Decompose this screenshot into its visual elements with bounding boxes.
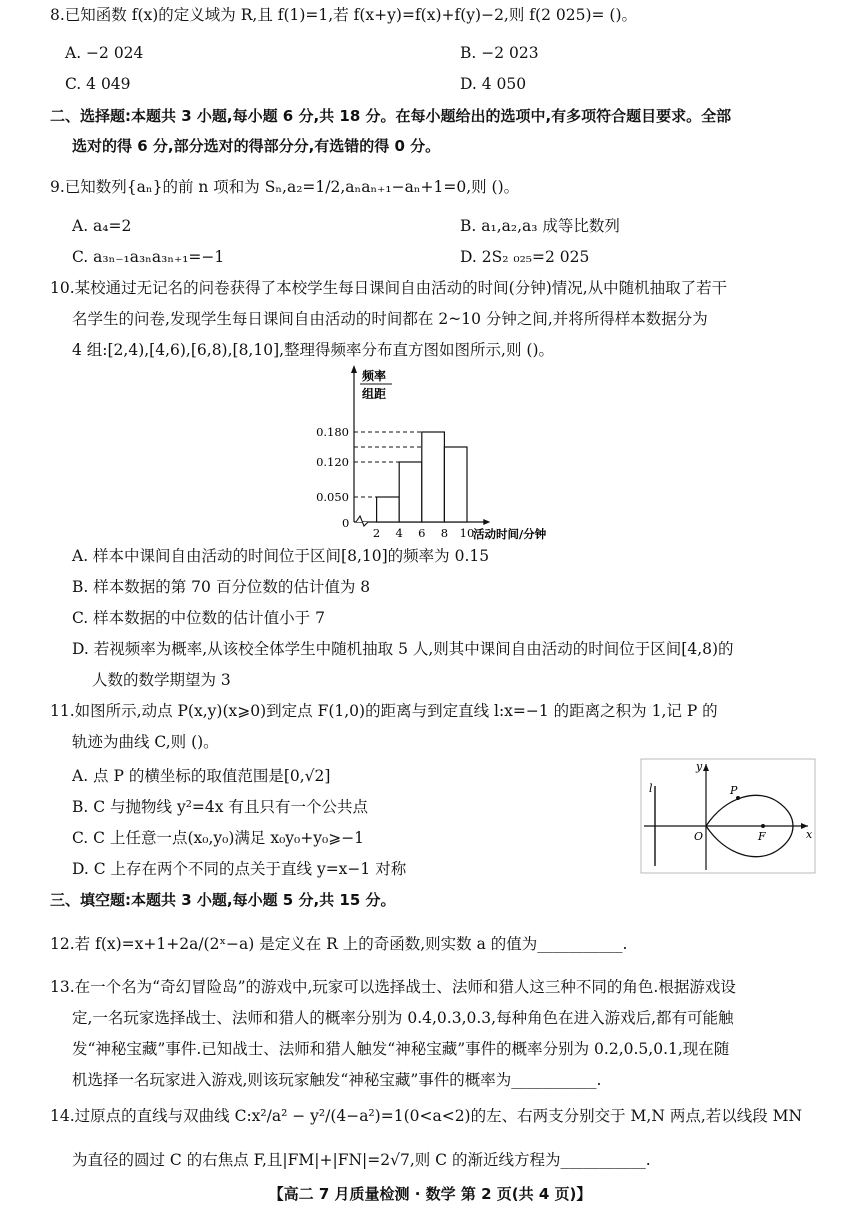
q10-option-d-line1: D. 若视频率为概率,从该校全体学生中随机抽取 5 人,则其中课间自由活动的时间位于区间[4,8)的 <box>72 640 734 658</box>
q11-option-b: B. C 与抛物线 y²=4x 有且只有一个公共点 <box>72 798 368 816</box>
y-axis-label-bottom: 组距 <box>362 387 387 401</box>
q12-stem: 12.若 f(x)=x+1+2a/(2ˣ−a) 是定义在 R 上的奇函数,则实数 a 的值为___________. <box>50 935 628 953</box>
fig-label-y: y <box>696 760 703 773</box>
q13-line3: 发“神秘宝藏”事件.已知战士、法师和猎人触发“神秘宝藏”事件的概率分别为 0.2,0.5,0.1,现在随 <box>72 1040 730 1058</box>
q13-line1: 13.在一个名为“奇幻冒险岛”的游戏中,玩家可以选择战士、法师和猎人这三种不同的角色.根据游戏设 <box>50 978 736 996</box>
q10-stem-line2: 名学生的问卷,发现学生每日课间自由活动的时间都在 2~10 分钟之间,并将所得样本数据分为 <box>72 310 708 328</box>
histogram-figure <box>292 362 572 544</box>
q8-option-b: B. −2 023 <box>460 44 539 62</box>
section2-heading-line2: 选对的得 6 分,部分选对的得部分分,有选错的得 0 分。 <box>72 137 441 155</box>
q9-option-d: D. 2S₂ ₀₂₅=2 025 <box>460 248 590 266</box>
q13-line4: 机选择一名玩家进入游戏,则该玩家触发“神秘宝藏”事件的概率为___________. <box>72 1071 602 1089</box>
q14-line1: 14.过原点的直线与双曲线 C:x²/a² − y²/(4−a²)=1(0<a<2)的左、右两支分别交于 M,N 两点,若以线段 MN <box>50 1107 803 1125</box>
q10-option-d-line2: 人数的数学期望为 3 <box>92 671 231 689</box>
y-tick-label: 0.180 <box>316 425 349 439</box>
q10-stem-line1: 10.某校通过无记名的问卷获得了本校学生每日课间自由活动的时间(分钟)情况,从中随机抽取了若干 <box>50 279 728 297</box>
figure-frame <box>641 759 815 873</box>
axis-break-mark <box>356 516 368 526</box>
y-axis-arrow <box>351 365 357 373</box>
x-tick-label: 6 <box>418 526 426 540</box>
histogram-bar <box>444 447 467 522</box>
x-tick-label: 10 <box>459 526 475 540</box>
curve-figure <box>640 758 816 878</box>
q13-line2: 定,一名玩家选择战士、法师和猎人的概率分别为 0.4,0.3,0.3,每种角色在进入游戏后,都有可能触 <box>72 1009 734 1027</box>
q11-option-a: A. 点 P 的横坐标的取值范围是[0,√2] <box>72 767 331 785</box>
q10-option-c: C. 样本数据的中位数的估计值小于 7 <box>72 609 325 627</box>
section3-heading: 三、填空题:本题共 3 小题,每小题 5 分,共 15 分。 <box>50 891 396 909</box>
y-tick-label: 0.120 <box>316 455 349 469</box>
point-f <box>761 824 765 828</box>
fig-label-p: P <box>730 784 738 797</box>
q10-option-a: A. 样本中课间自由活动的时间位于区间[8,10]的频率为 0.15 <box>72 547 490 565</box>
page-footer: 【高二 7 月质量检测 · 数学 第 2 页(共 4 页)】 <box>268 1185 592 1203</box>
q9-stem: 9.已知数列{aₙ}的前 n 项和为 Sₙ,a₂=1/2,aₙaₙ₊₁−aₙ+1=0,则 ()。 <box>50 178 520 196</box>
q11-stem-line2: 轨迹为曲线 C,则 ()。 <box>72 733 219 751</box>
q8-option-a: A. −2 024 <box>65 44 144 62</box>
q11-option-c: C. C 上任意一点(x₀,y₀)满足 x₀y₀+y₀⩾−1 <box>72 829 365 847</box>
q9-option-c: C. a₃ₙ₋₁a₃ₙa₃ₙ₊₁=−1 <box>72 248 225 266</box>
q11-stem-line1: 11.如图所示,动点 P(x,y)(x⩾0)到定点 F(1,0)的距离与到定直线 l:x=−1 的距离之积为 1,记 P 的 <box>50 702 718 720</box>
q10-stem-line3: 4 组:[2,4),[4,6),[6,8),[8,10],整理得频率分布直方图如图所示,则 ()。 <box>72 341 555 359</box>
fig-label-l: l <box>649 782 653 795</box>
x-tick-label: 8 <box>440 526 449 540</box>
histogram-bar <box>377 497 400 522</box>
x-axis-arrow <box>483 519 490 525</box>
fig-label-x: x <box>806 828 813 841</box>
q9-option-b: B. a₁,a₂,a₃ 成等比数列 <box>460 217 620 235</box>
y-axis-label-top: 频率 <box>362 369 387 383</box>
q14-line2: 为直径的圆过 C 的右焦点 F,且|FM|+|FN|=2√7,则 C 的渐近线方程为___________. <box>72 1151 651 1169</box>
q11-option-d: D. C 上存在两个不同的点关于直线 y=x−1 对称 <box>72 860 407 878</box>
y-tick-label: 0.050 <box>316 490 349 504</box>
q8-option-c: C. 4 049 <box>65 75 131 93</box>
q8-stem: 8.已知函数 f(x)的定义域为 R,且 f(1)=1,若 f(x+y)=f(x)+f(y)−2,则 f(2 025)= ()。 <box>50 6 638 24</box>
x-axis-label: 活动时间/分钟 <box>473 527 547 541</box>
q10-option-b: B. 样本数据的第 70 百分位数的估计值为 8 <box>72 578 371 596</box>
fig-label-o: O <box>694 830 704 843</box>
histogram-bar <box>422 432 445 522</box>
histogram-bar <box>399 462 422 522</box>
q8-option-d: D. 4 050 <box>460 75 527 93</box>
q9-option-a: A. a₄=2 <box>72 217 132 235</box>
x-tick-label: 4 <box>395 526 403 540</box>
y-axis-arrow <box>703 764 709 771</box>
section2-heading-line1: 二、选择题:本题共 3 小题,每小题 6 分,共 18 分。在每小题给出的选项中,有多项符合题目要求。全部 <box>50 107 732 125</box>
fig-label-f: F <box>758 830 766 843</box>
x-tick-label: 2 <box>372 526 381 540</box>
origin-label: 0 <box>342 516 350 530</box>
